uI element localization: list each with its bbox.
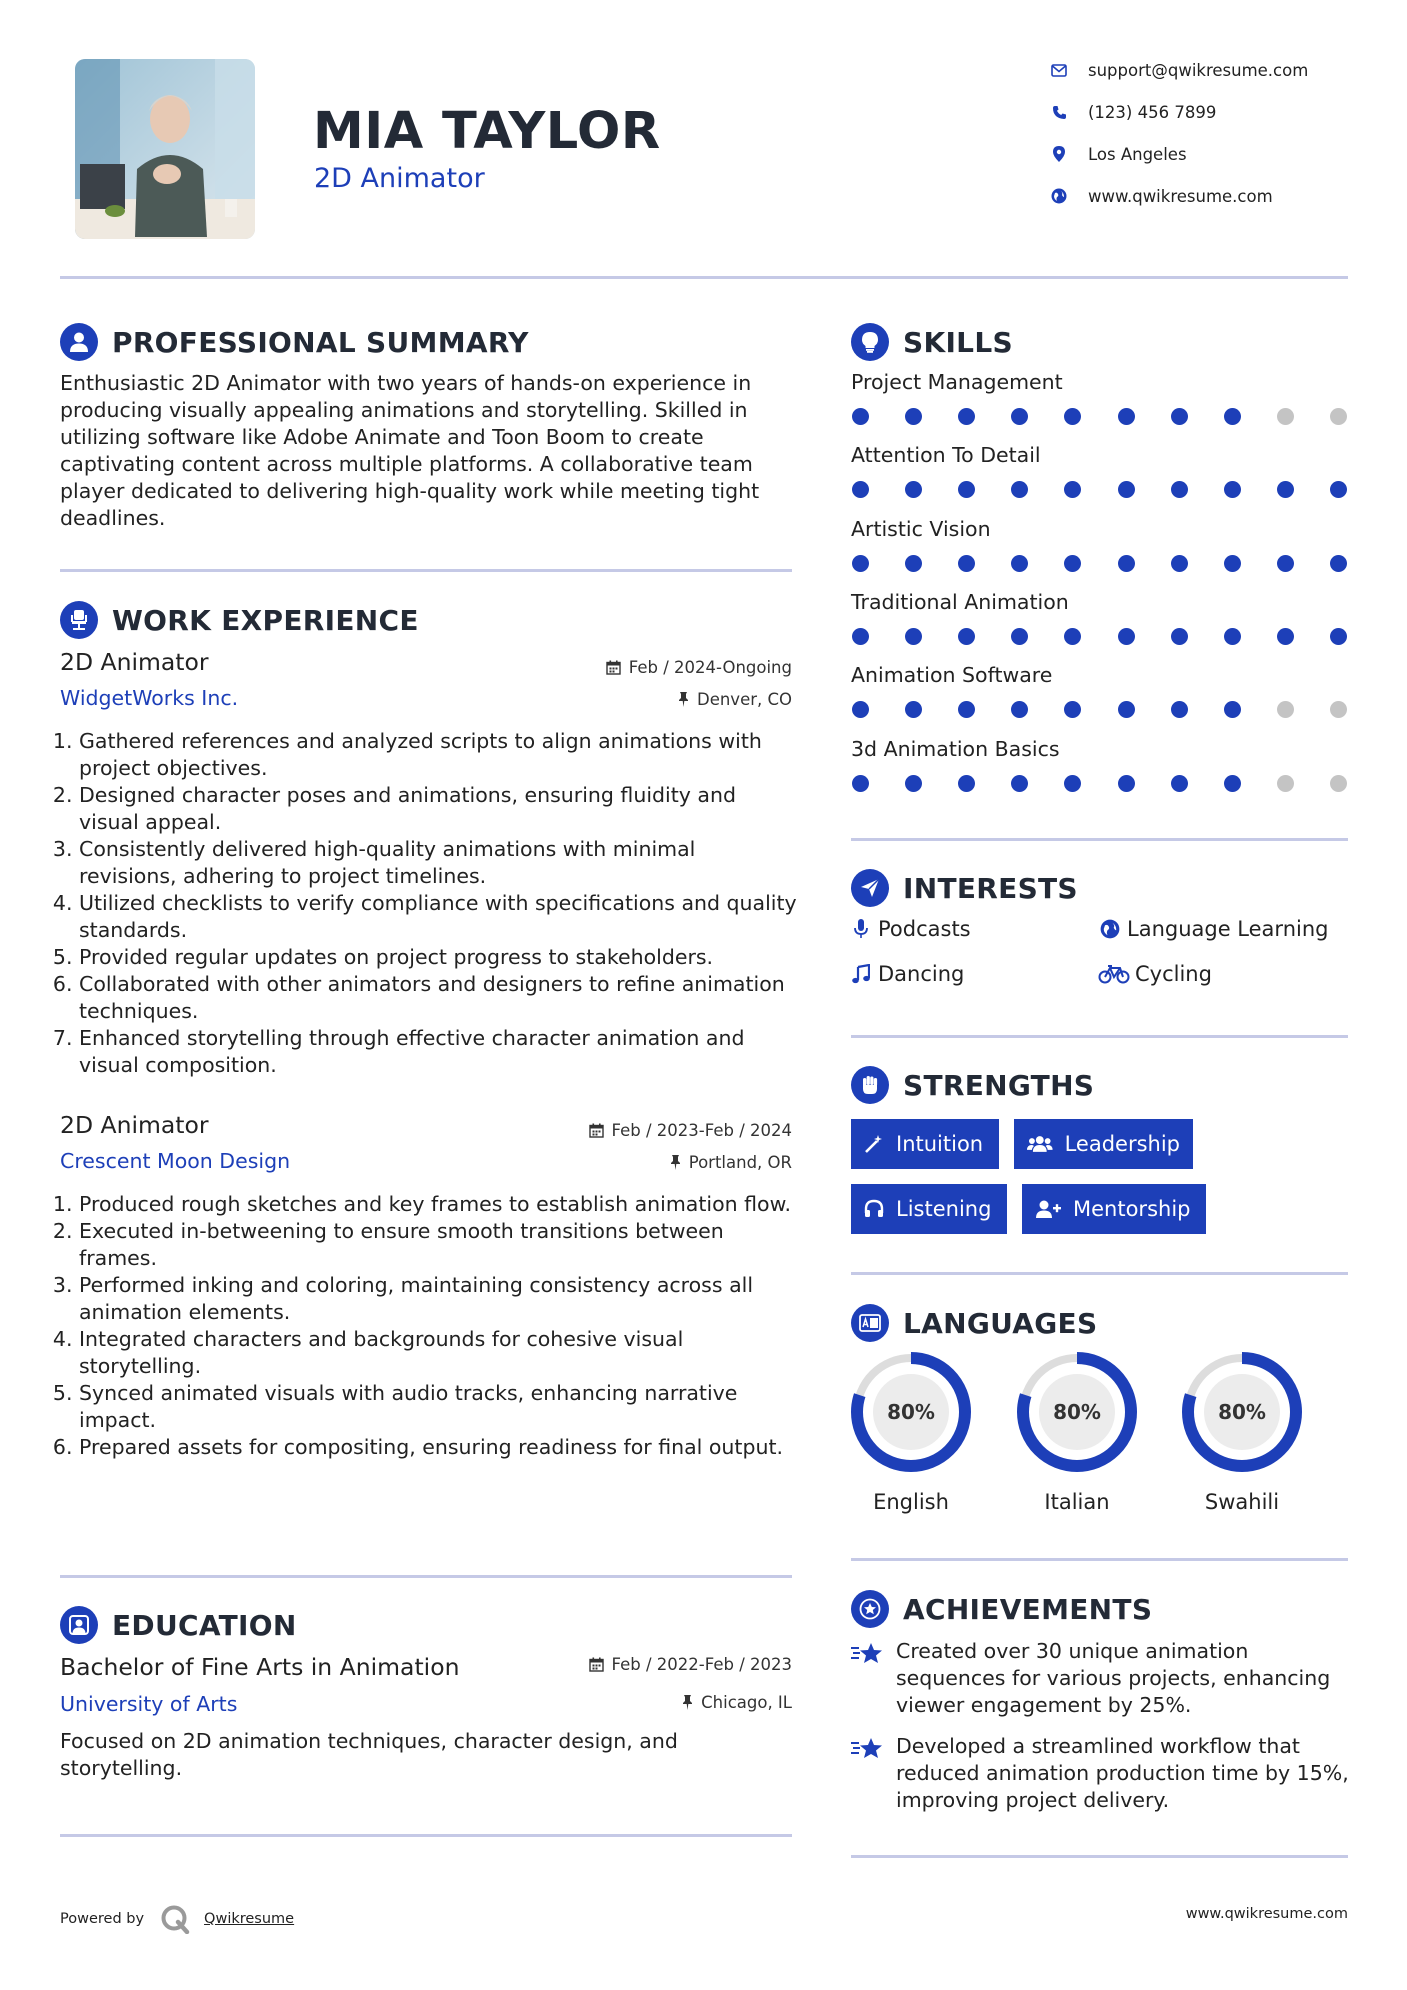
- skill-rating: [852, 775, 1347, 792]
- language-name: English: [873, 1490, 949, 1514]
- rating-dot-filled: [1118, 481, 1135, 498]
- skill-label: Traditional Animation: [851, 589, 1069, 614]
- list-item: 7. Enhanced storytelling through effective character animation and visual composition.: [79, 1025, 799, 1079]
- rating-dot-filled: [1011, 628, 1028, 645]
- rating-dot-filled: [1118, 701, 1135, 718]
- language-percent: 80%: [1053, 1400, 1101, 1424]
- education-dates: Feb / 2022-Feb / 2023: [492, 1655, 792, 1674]
- contact-location: [1048, 139, 1348, 169]
- skill-rating: [852, 481, 1347, 498]
- skill-rating: [852, 628, 1347, 645]
- rating-dot-filled: [1171, 701, 1188, 718]
- rating-dot-filled: [1330, 481, 1347, 498]
- language-progress-ring: [1180, 1350, 1304, 1474]
- skill-label: Animation Software: [851, 663, 1053, 688]
- job-company: WidgetWorks Inc.: [60, 686, 239, 710]
- users-icon: [1027, 1134, 1053, 1154]
- contact-email[interactable]: [1048, 55, 1348, 85]
- list-item: 3. Performed inking and coloring, maintaining consistency across all animation elements.: [79, 1272, 799, 1326]
- list-item: 3. Consistently delivered high-quality animations with minimal revisions, adhering to project timelines.: [79, 836, 799, 890]
- experience-divider: [60, 1575, 792, 1578]
- calendar-icon: [589, 1657, 604, 1672]
- rating-dot-filled: [1224, 775, 1241, 792]
- job-title: 2D Animator: [60, 1111, 209, 1139]
- language-name: Italian: [1044, 1490, 1110, 1514]
- fist-icon: [851, 1066, 889, 1104]
- strength-chip: Leadership: [1014, 1119, 1193, 1169]
- list-item: 6. Prepared assets for compositing, ensuring readiness for final output.: [79, 1434, 799, 1461]
- rating-dot-filled: [1171, 775, 1188, 792]
- degree-title: Bachelor of Fine Arts in Animation: [60, 1653, 460, 1681]
- lightbulb-icon: [851, 323, 889, 361]
- rating-dot-filled: [1224, 555, 1241, 572]
- rating-dot-filled: [958, 555, 975, 572]
- job-title: 2D Animator: [60, 648, 209, 676]
- school-name: University of Arts: [60, 1692, 238, 1716]
- interests-heading: INTERESTS: [851, 869, 1078, 907]
- skill-label: Artistic Vision: [851, 516, 991, 541]
- calendar-icon: [589, 1123, 604, 1138]
- job-bullets: [59, 728, 799, 1079]
- skill-label: Attention To Detail: [851, 443, 1041, 468]
- rating-dot-filled: [1224, 628, 1241, 645]
- map-pin-icon: [1048, 143, 1070, 165]
- rating-dot-filled: [1011, 775, 1028, 792]
- achievement-item: Created over 30 unique animation sequences for various projects, enhancing viewer engagement by 25%.: [850, 1638, 1350, 1719]
- rating-dot-filled: [852, 481, 869, 498]
- experience-heading: WORK EXPERIENCE: [60, 601, 419, 639]
- rating-dot-filled: [958, 701, 975, 718]
- education-description: Focused on 2D animation techniques, character design, and storytelling.: [60, 1729, 678, 1780]
- rating-dot-filled: [905, 481, 922, 498]
- rating-dot-filled: [1277, 628, 1294, 645]
- rating-dot-empty: [1330, 701, 1347, 718]
- rating-dot-filled: [1064, 408, 1081, 425]
- job-location: Portland, OR: [492, 1153, 792, 1172]
- rating-dot-filled: [1224, 408, 1241, 425]
- education-heading: EDUCATION: [60, 1606, 297, 1644]
- rating-dot-filled: [852, 701, 869, 718]
- interest-item: Cycling: [1097, 962, 1212, 986]
- chair-icon: [60, 601, 98, 639]
- rating-dot-filled: [1064, 775, 1081, 792]
- rating-dot-filled: [905, 555, 922, 572]
- list-item: 1. Produced rough sketches and key frames to establish animation flow.: [79, 1191, 799, 1218]
- list-item: 4. Utilized checklists to verify compliance with specifications and quality standards.: [79, 890, 799, 944]
- rating-dot-filled: [1064, 555, 1081, 572]
- rating-dot-filled: [1224, 481, 1241, 498]
- skill-rating: [852, 408, 1347, 425]
- achievements-heading: ACHIEVEMENTS: [851, 1590, 1152, 1628]
- rating-dot-empty: [1330, 408, 1347, 425]
- job-location: Denver, CO: [492, 690, 792, 709]
- achievements-divider: [851, 1855, 1348, 1858]
- website-text: www.qwikresume.com: [1088, 186, 1273, 206]
- rating-dot-filled: [1330, 628, 1347, 645]
- language-item: [1015, 1350, 1139, 1514]
- qwikresume-link[interactable]: Qwikresume: [204, 1911, 295, 1927]
- location-text: Los Angeles: [1088, 144, 1187, 164]
- rating-dot-empty: [1277, 775, 1294, 792]
- rating-dot-filled: [852, 775, 869, 792]
- rating-dot-filled: [1064, 628, 1081, 645]
- rating-dot-filled: [1277, 481, 1294, 498]
- candidate-name: MIA TAYLOR: [313, 102, 661, 161]
- contact-website[interactable]: [1048, 181, 1348, 211]
- rating-dot-filled: [1011, 408, 1028, 425]
- user-icon: [60, 323, 98, 361]
- skill-rating: [852, 555, 1347, 572]
- list-item: 4. Integrated characters and backgrounds for cohesive visual storytelling.: [79, 1326, 799, 1380]
- rating-dot-filled: [852, 555, 869, 572]
- languages-divider: [851, 1558, 1348, 1561]
- rating-dot-filled: [905, 775, 922, 792]
- rating-dot-filled: [1224, 701, 1241, 718]
- rating-dot-filled: [1118, 555, 1135, 572]
- rating-dot-filled: [1277, 555, 1294, 572]
- education-divider: [60, 1834, 792, 1837]
- footer-powered-by: Powered by Qwikresume: [60, 1904, 294, 1934]
- header-divider: [60, 276, 1348, 279]
- rating-dot-filled: [1171, 628, 1188, 645]
- rating-dot-empty: [1277, 701, 1294, 718]
- list-item: 1. Gathered references and analyzed scripts to align animations with project objectives.: [79, 728, 799, 782]
- interest-item: Language Learning: [1097, 917, 1328, 941]
- music-note-icon: [848, 964, 874, 984]
- footer-website[interactable]: www.qwikresume.com: [1185, 1906, 1348, 1922]
- shooting-star-icon: [850, 1733, 896, 1814]
- qwikresume-logo-icon: [160, 1904, 190, 1934]
- language-percent: 80%: [1218, 1400, 1266, 1424]
- rating-dot-filled: [958, 408, 975, 425]
- language-icon: [851, 1304, 889, 1342]
- rating-dot-filled: [1011, 701, 1028, 718]
- rating-dot-filled: [905, 701, 922, 718]
- pushpin-icon: [682, 1695, 693, 1710]
- graduate-icon: [60, 1606, 98, 1644]
- rating-dot-filled: [905, 628, 922, 645]
- language-item: [849, 1350, 973, 1514]
- rating-dot-filled: [1330, 555, 1347, 572]
- job-dates: Feb / 2023-Feb / 2024: [492, 1121, 792, 1140]
- candidate-role: 2D Animator: [314, 163, 485, 194]
- magic-wand-icon: [864, 1134, 884, 1154]
- rating-dot-filled: [905, 408, 922, 425]
- rating-dot-filled: [852, 408, 869, 425]
- language-progress-ring: [1015, 1350, 1139, 1474]
- rating-dot-filled: [1011, 481, 1028, 498]
- rating-dot-filled: [1171, 481, 1188, 498]
- skill-label: 3d Animation Basics: [851, 736, 1060, 761]
- rating-dot-filled: [1064, 481, 1081, 498]
- skill-rating: [852, 701, 1347, 718]
- skills-divider: [851, 838, 1348, 841]
- envelope-icon: [1048, 59, 1070, 81]
- user-plus-icon: [1035, 1199, 1061, 1219]
- skill-label: Project Management: [851, 370, 1063, 394]
- globe-icon: [1097, 919, 1123, 939]
- skills-heading: SKILLS: [851, 323, 1013, 361]
- profile-photo: [75, 59, 255, 239]
- strengths-divider: [851, 1272, 1348, 1275]
- award-icon: [851, 1590, 889, 1628]
- rating-dot-empty: [1330, 775, 1347, 792]
- rating-dot-filled: [1118, 408, 1135, 425]
- rating-dot-filled: [958, 628, 975, 645]
- list-item: 2. Executed in-betweening to ensure smooth transitions between frames.: [79, 1218, 799, 1272]
- calendar-icon: [606, 660, 621, 675]
- strengths-heading: STRENGTHS: [851, 1066, 1094, 1104]
- rating-dot-empty: [1277, 408, 1294, 425]
- achievement-item: Developed a streamlined workflow that reduced animation production time by 15%, improving project delivery.: [850, 1733, 1350, 1814]
- paper-plane-icon: [851, 869, 889, 907]
- rating-dot-filled: [1118, 628, 1135, 645]
- contact-phone[interactable]: [1048, 97, 1348, 127]
- job-dates: Feb / 2024-Ongoing: [492, 658, 792, 677]
- list-item: 5. Synced animated visuals with audio tracks, enhancing narrative impact.: [79, 1380, 799, 1434]
- job-company: Crescent Moon Design: [60, 1149, 291, 1173]
- pushpin-icon: [670, 1155, 681, 1170]
- microphone-icon: [848, 919, 874, 939]
- rating-dot-filled: [1011, 555, 1028, 572]
- strength-chip: Intuition: [851, 1119, 999, 1169]
- globe-icon: [1048, 185, 1070, 207]
- rating-dot-filled: [1118, 775, 1135, 792]
- interests-divider: [851, 1035, 1348, 1038]
- strength-chip: Mentorship: [1022, 1184, 1206, 1234]
- education-location: Chicago, IL: [492, 1693, 792, 1712]
- rating-dot-filled: [1171, 408, 1188, 425]
- email-text: support@qwikresume.com: [1088, 60, 1309, 80]
- bicycle-icon: [1097, 964, 1131, 984]
- rating-dot-filled: [852, 628, 869, 645]
- interest-item: Dancing: [848, 962, 964, 986]
- rating-dot-filled: [1064, 701, 1081, 718]
- interest-item: Podcasts: [848, 917, 971, 941]
- summary-heading: PROFESSIONAL SUMMARY: [60, 323, 529, 361]
- summary-text: Enthusiastic 2D Animator with two years of hands-on experience in producing visually appealing animations and storytelling. Skilled in utilizing software like Adobe Animate and Toon Boom to create captivating content across multiple platforms. A collaborative team player dedicated to delivering high-quality work while meeting tight deadlines.: [60, 371, 760, 530]
- rating-dot-filled: [958, 775, 975, 792]
- rating-dot-filled: [958, 481, 975, 498]
- language-name: Swahili: [1204, 1490, 1280, 1514]
- list-item: 6. Collaborated with other animators and designers to refine animation techniques.: [79, 971, 799, 1025]
- languages-heading: LANGUAGES: [851, 1304, 1097, 1342]
- list-item: 5. Provided regular updates on project progress to stakeholders.: [79, 944, 799, 971]
- rating-dot-filled: [1171, 555, 1188, 572]
- language-progress-ring: [849, 1350, 973, 1474]
- summary-divider: [60, 569, 792, 572]
- pushpin-icon: [678, 692, 689, 707]
- language-percent: 80%: [887, 1400, 935, 1424]
- phone-text: (123) 456 7899: [1088, 102, 1217, 122]
- headphones-icon: [864, 1199, 884, 1219]
- strength-chip: Listening: [851, 1184, 1007, 1234]
- phone-icon: [1048, 101, 1070, 123]
- shooting-star-icon: [850, 1638, 896, 1719]
- language-item: [1180, 1350, 1304, 1514]
- list-item: 2. Designed character poses and animations, ensuring fluidity and visual appeal.: [79, 782, 799, 836]
- job-bullets: [59, 1191, 799, 1461]
